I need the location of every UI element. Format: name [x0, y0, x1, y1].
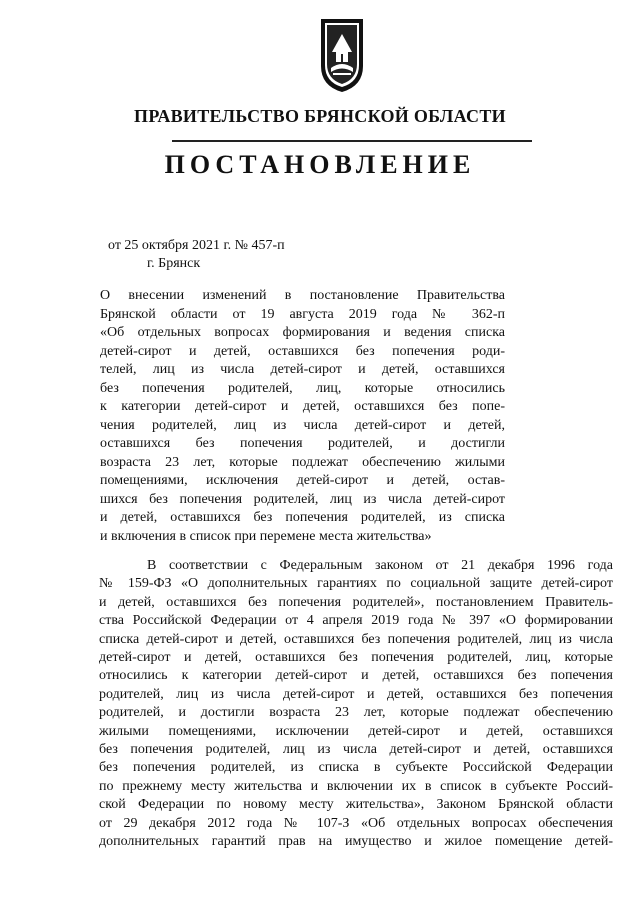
- subject-line: «Об отдельных вопросах формирования и ведения списка: [100, 325, 505, 340]
- body-line: и детей, оставшихся без попечения родителей», постановлением Правитель-: [99, 594, 613, 610]
- body-line: В соответствии с Федеральным законом от 21 декабря 1996 года: [147, 558, 613, 573]
- body-line: дополнительных гарантий прав на имущество и жилое помещение детей-: [99, 834, 613, 850]
- body-line: ской Федерации по новому месту жительства», Законом Брянской области: [99, 797, 613, 813]
- subject-line: и детей, оставшихся без попечения родителей, из списка: [100, 510, 505, 525]
- subject-line: возраста 23 лет, которые подлежат обеспечению жилыми: [100, 454, 505, 470]
- document-body: [99, 557, 613, 852]
- body-line: от 29 декабря 2012 года № 107-З «Об отдельных вопросах обеспечения: [99, 815, 613, 831]
- body-line: по прежнему месту жительства и включении их в список в субъекте Россий-: [99, 778, 613, 794]
- organization-name: ПРАВИТЕЛЬСТВО БРЯНСКОЙ ОБЛАСТИ: [134, 106, 506, 126]
- subject-line: телей, лиц из числа детей-сирот и детей, оставшихся: [100, 362, 505, 377]
- body-line: относились к категории детей-сирот и детей, оставшихся без попечения: [99, 668, 613, 684]
- subject-line: Брянской области от 19 августа 2019 года № 362-п: [100, 306, 505, 322]
- body-line: детей-сирот и детей, оставшихся без попечения родителей, лиц, которые: [99, 650, 613, 666]
- subject-line: без попечения родителей, лиц, которые относились: [100, 380, 505, 396]
- subject-line: к категории детей-сирот и детей, оставшихся без попе-: [100, 399, 505, 414]
- body-line: ства Российской Федерации от 4 апреля 2019 года № 397 «О формировании: [99, 613, 613, 629]
- document-city: г. Брянск: [147, 256, 201, 271]
- body-line: родителей, лиц из числа детей-сирот и детей, оставшихся без попечения: [99, 686, 613, 702]
- subject-line: помещениями, исключения детей-сирот и детей, остав-: [100, 473, 505, 488]
- subject-line: оставшихся без попечения родителей, и достигли: [100, 436, 505, 451]
- document-date-number: от 25 октября 2021 г. № 457-п: [108, 238, 285, 253]
- body-line: без попечения родителей, из списка в субъекте Российской Федерации: [99, 760, 613, 776]
- body-line: без попечения родителей, лиц из числа детей-сирот и детей, оставшихся: [99, 742, 613, 758]
- body-line: жилыми помещениями, исключении детей-сирот и детей, оставшихся: [99, 723, 613, 739]
- document-type-title: ПОСТАНОВЛЕНИЕ: [164, 150, 476, 179]
- body-line: родителей, и достигли возраста 23 лет, которые подлежат обеспечению: [99, 705, 613, 721]
- header-divider: [172, 140, 532, 142]
- subject-line: детей-сирот и детей, оставшихся без попечения роди-: [100, 343, 505, 359]
- subject-line: и включения в список при перемене места жительства»: [100, 528, 432, 544]
- body-line: № 159-ФЗ «О дополнительных гарантиях по социальной защите детей-сирот: [99, 576, 613, 592]
- subject-line: О внесении изменений в постановление Правительства: [100, 288, 505, 303]
- coat-of-arms-icon: [318, 16, 366, 94]
- subject-line: чения родителей, лиц из числа детей-сирот и детей,: [100, 417, 505, 433]
- document-subject: [100, 287, 505, 546]
- subject-line: шихся без попечения родителей, лиц из числа детей-сирот: [100, 491, 505, 507]
- body-line: списка детей-сирот и детей, оставшихся без попечения родителей, лиц из числа: [99, 631, 613, 647]
